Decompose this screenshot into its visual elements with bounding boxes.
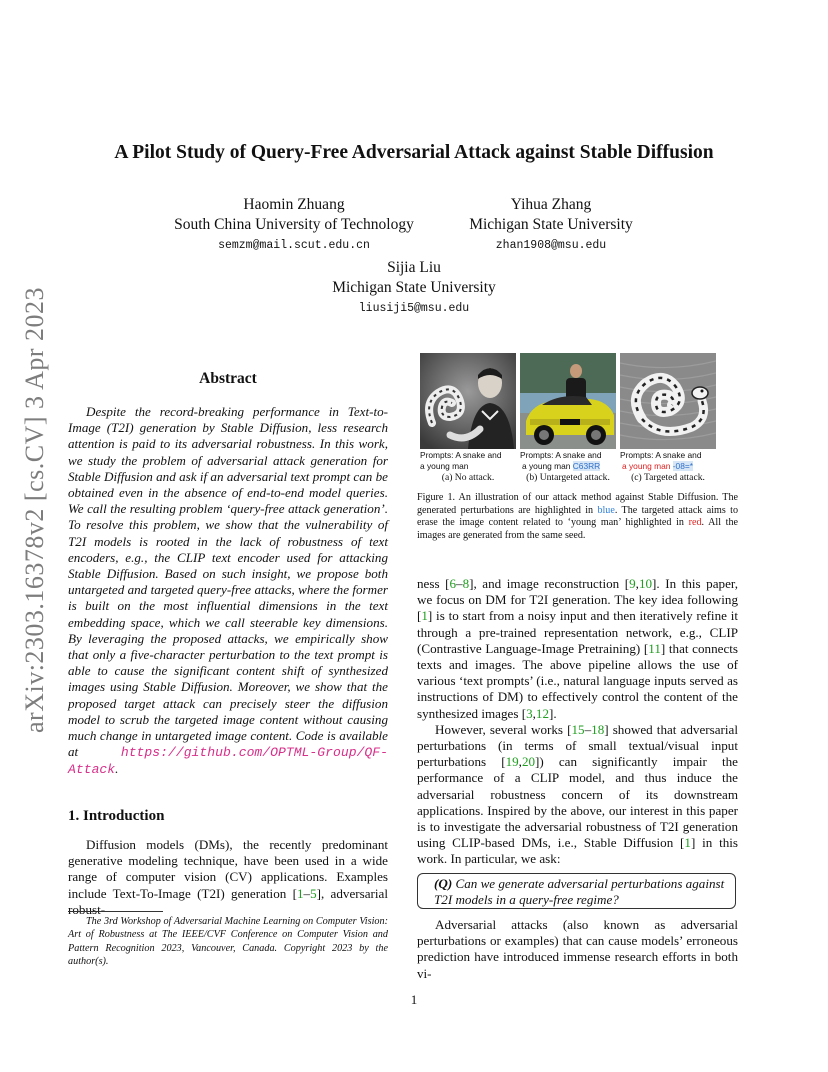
prompt-line: Prompts: A snake and [420,450,502,460]
caption-text: . The targeted attack aims to erase the image content related to ‘young man’ highlighted in [417,504,738,529]
paragraph: Adversarial attacks (also known as adversarial perturbations or examples) that can cause models’ erroneous prediction have introduced immense research efforts in both vi- [417,917,738,981]
intro-text: Diffusion models (DMs), the recently predominant generative modeling technique, have been used in a wide range of computer vision (CV) applications. Examples include Text-To-Image (T2I) generation [ [68,837,388,901]
author-email: liusiji5@msu.edu [358,302,470,315]
man-and-car-image [520,353,616,449]
prompt-line: a young man [522,461,573,471]
intro-text: ], adversarial robust- [68,885,388,917]
author-block-2 [458,196,644,252]
figure-prompt-b [520,450,601,472]
citation-link[interactable]: 3 [526,705,533,721]
figure-image-targeted [620,353,716,449]
author-affiliation: Michigan State University [469,216,633,233]
citation-link[interactable]: 1 [421,608,428,624]
citation-link[interactable]: 20 [521,754,536,770]
author-name: Yihua Zhang [510,196,592,213]
arxiv-id: arXiv:2303.16378v2 [cs.CV] 3 Apr 2023 [20,286,50,734]
snake-and-man-image [420,353,516,449]
citation-link[interactable]: 11 [648,640,661,656]
caption-text: An illustration of our attack method against Stable Diffusion. The generated perturbations are highlighted in [417,492,738,516]
citation-link[interactable]: 6 [449,576,457,591]
prompt-line: a young man [420,461,469,471]
right-column-body-lower [417,917,738,982]
author-email: semzm@mail.scut.edu.cn [218,239,370,252]
figure-image-no-attack [420,353,516,449]
question-text: Can we generate adversarial perturbations against T2I models in a query-free regime? [434,876,725,907]
citation-link[interactable]: 19 [505,754,519,770]
footnote-text: The 3rd Workshop of Adversarial Machine Learning on Computer Vision: Art of Robustness at The IEEE/CVF Conference on Computer Vision and Pattern Recognition 2023, Vancouver, Canada. Copyright 2023 by the author(s). [68,916,388,968]
author-name: Haomin Zhuang [243,196,345,213]
right-column-body [417,576,738,868]
perturbation-highlight: -08=* [672,461,694,471]
snake-only-image [620,353,716,449]
abstract-end: . [115,761,119,777]
citation-link[interactable]: 1 [684,835,691,851]
citation-link[interactable]: 10 [638,576,653,591]
citation-link[interactable]: 5 [310,885,317,901]
footnote-rule [68,911,163,912]
perturbation-highlight: C63RR [572,461,601,471]
intro-paragraph [68,837,388,918]
subcaption-c: (c) Targeted attack. [631,472,705,483]
intro-dash: – [303,885,311,901]
caption-red-word: red [688,517,702,529]
paragraph: However, several works [15–18] showed that adversarial perturbations (in terms of small textual/visual input perturbations [19,20]) can significantly impair the performance of a CLIP model, and thus induce the adversarial robustness concern of its downstream applications. Inspired by the above, our interest in this paper is to investigate the adversarial robustness of T2I generation using CLIP-based DMs, i.e., Stable Diffusion [1] in this work. In particular, we ask: [417,721,739,867]
abstract-text: Despite the record-breaking performance in Text-to-Image (T2I) generation by Stable Diffusion, less research attention is paid to its adversarial robustness. In this work, we study the problem of adversarial attack generation for Stable Diffusion and ask if an adversarial text prompt can be obtained even in the absence of end-to-end model queries. We call the resulting problem ‘query-free attack generation’. To resolve this problem, we show that the vulnerability of T2I models is rooted in the lack of robustness of text encoders, e.g., the CLIP text encoder used for attacking Stable Diffusion. Based on such insight, we propose both untargeted and targeted query-free attacks, where the former is built on the most influential dimensions in the text embedding space, which we call steerable key dimensions. By leveraging the proposed attacks, we empirically show that only a five-character perturbation to the text prompt is able to cause the significant content shift of synthesized images using Stable Diffusion. Moreover, we show that the proposed target attack can precisely steer the diffusion model to scrub the targeted image content without causing much change in untargeted image content. Code is available at [68,404,388,760]
arxiv-side-stamp [12,286,58,734]
caption-text: . All the images are generated from the same seed. [417,517,739,541]
citation-link[interactable]: 18 [591,721,605,737]
author-affiliation: South China University of Technology [174,216,414,233]
caption-blue-word: blue [597,504,615,516]
target-highlight: a young man [622,461,673,471]
prompt-line: Prompts: A snake and [620,450,702,460]
figure-label: Figure 1. [417,492,456,503]
research-question-box [417,873,736,909]
paragraph-continuation: ness [6–8], and image reconstruction [9,10]. In this paper, we focus on DM for T2I generation. The key idea following [1] is to start from a noisy input and then iteratively refine it through a pre-trained representation network, e.g., CLIP (Contrastive Language-Image Pretraining) [11] that connects texts and images. The above pipeline allows the use of various ‘text prompts’ (i.e., natural language inputs served as instructions of DM) to effectively control the content of the synthesized images [3,12]. [417,576,738,721]
subcaption-a: (a) No attack. [441,472,495,483]
paper-title: A Pilot Study of Query-Free Adversarial Attack against Stable Diffusion [114,142,714,163]
author-block-3 [300,259,528,315]
page-number: 1 [410,992,418,1007]
citation-link[interactable]: 12 [535,705,550,721]
section-heading-introduction: 1. Introduction [68,808,165,824]
author-name: Sijia Liu [387,259,441,276]
figure-prompt-c [620,450,701,472]
code-link[interactable]: https://github.com/OPTML-Group/QF-Attack [68,745,388,778]
question-label: (Q) [434,876,453,891]
citation-link[interactable]: 1 [296,885,304,901]
figure-caption [417,492,738,542]
footnote [68,915,388,969]
citation-link[interactable]: 8 [462,576,470,591]
author-block-1 [168,196,420,252]
subcaption-b: (b) Untargeted attack. [526,472,610,483]
citation-link[interactable]: 15 [571,721,585,737]
author-email: zhan1908@msu.edu [495,239,607,252]
figure-image-untargeted [520,353,616,449]
citation-link[interactable]: 9 [629,576,636,591]
author-affiliation: Michigan State University [332,279,496,296]
abstract-body [68,404,388,779]
figure-prompt-a [420,450,501,472]
prompt-line: Prompts: A snake and [520,450,602,460]
abstract-heading: Abstract [199,370,257,387]
